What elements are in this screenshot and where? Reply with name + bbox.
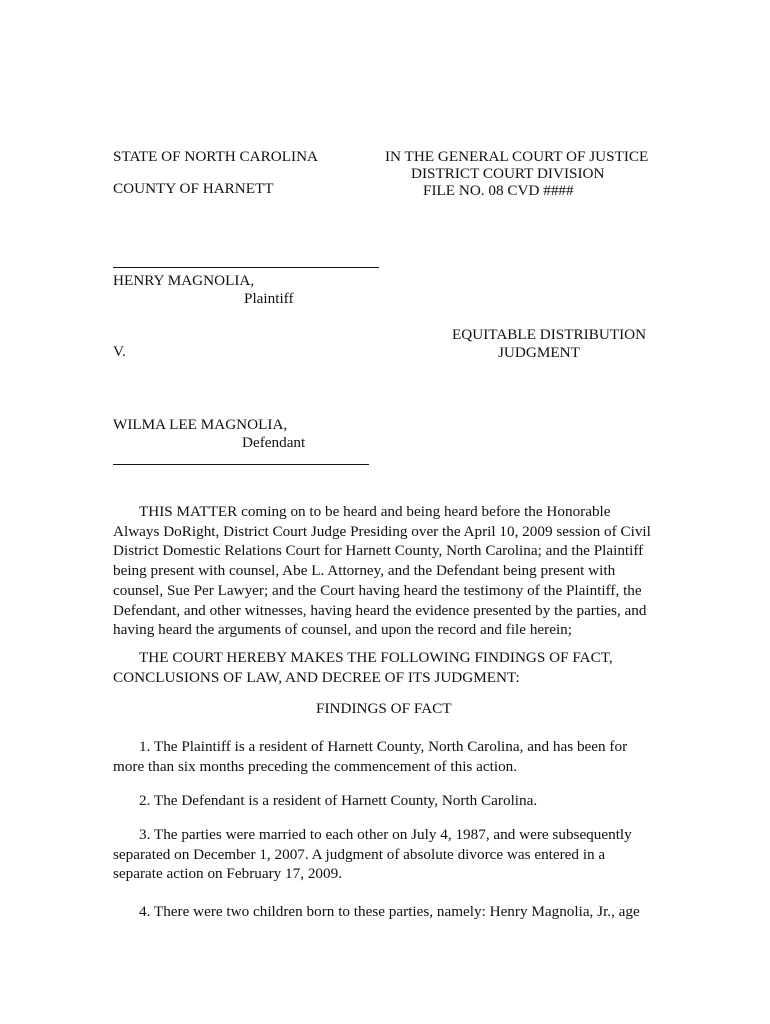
intro-paragraph xyxy=(113,502,653,640)
finding-line: 4. There were two children born to these parties, namely: Henry Magnolia, Jr., age xyxy=(139,903,640,920)
caption-bottom-rule xyxy=(113,464,369,465)
finding-1 xyxy=(113,737,653,776)
intro-line: Always DoRight, District Court Judge Presiding over the April 10, 2009 session of Civil xyxy=(113,522,651,540)
intro-line: having heard the arguments of counsel, and upon the record and file herein; xyxy=(113,621,572,639)
intro-line: THIS MATTER coming on to be heard and being heard before the Honorable xyxy=(139,503,611,520)
document-title-line1: EQUITABLE DISTRIBUTION xyxy=(452,326,647,343)
finding-line: separated on December 1, 2007. A judgment of absolute divorce was entered in a xyxy=(113,845,606,863)
versus-label: V. xyxy=(113,343,126,360)
finding-line: separate action on February 17, 2009. xyxy=(113,865,343,883)
caption-top-rule xyxy=(113,267,379,268)
findings-heading: FINDINGS OF FACT xyxy=(316,700,452,717)
intro-line: being present with counsel, Abe L. Attorney, and the Defendant being present with xyxy=(113,562,616,580)
county-heading: COUNTY OF HARNETT xyxy=(113,180,274,197)
defendant-role: Defendant xyxy=(242,434,306,451)
defendant-name: WILMA LEE MAGNOLIA, xyxy=(113,416,288,433)
court-name: IN THE GENERAL COURT OF JUSTICE xyxy=(385,148,649,165)
intro-line: Defendant, and other witnesses, having heard the evidence presented by the parties, and xyxy=(113,601,647,619)
court-division: DISTRICT COURT DIVISION xyxy=(411,165,605,182)
finding-2 xyxy=(113,791,653,811)
finding-4 xyxy=(113,902,653,922)
finding-3 xyxy=(113,825,653,884)
intro-line: counsel, Sue Per Lawyer; and the Court having heard the testimony of the Plaintiff, the xyxy=(113,581,642,599)
plaintiff-role: Plaintiff xyxy=(244,290,294,307)
finding-line: more than six months preceding the commencement of this action. xyxy=(113,757,518,775)
finding-line: 2. The Defendant is a resident of Harnett County, North Carolina. xyxy=(139,792,538,809)
finding-line: 1. The Plaintiff is a resident of Harnett County, North Carolina, and has been for xyxy=(139,738,628,755)
state-heading: STATE OF NORTH CAROLINA xyxy=(113,148,319,165)
plaintiff-name: HENRY MAGNOLIA, xyxy=(113,272,255,289)
hereby-line: CONCLUSIONS OF LAW, AND DECREE OF ITS JUDGMENT: xyxy=(113,668,520,686)
file-number: FILE NO. 08 CVD #### xyxy=(423,182,574,199)
hereby-paragraph xyxy=(113,648,653,687)
finding-line: 3. The parties were married to each other on July 4, 1987, and were subsequently xyxy=(139,826,632,843)
intro-line: District Domestic Relations Court for Harnett County, North Carolina; and the Plaintiff xyxy=(113,542,644,560)
document-title-line2: JUDGMENT xyxy=(498,344,580,361)
hereby-line: THE COURT HEREBY MAKES THE FOLLOWING FINDINGS OF FACT, xyxy=(139,649,613,666)
